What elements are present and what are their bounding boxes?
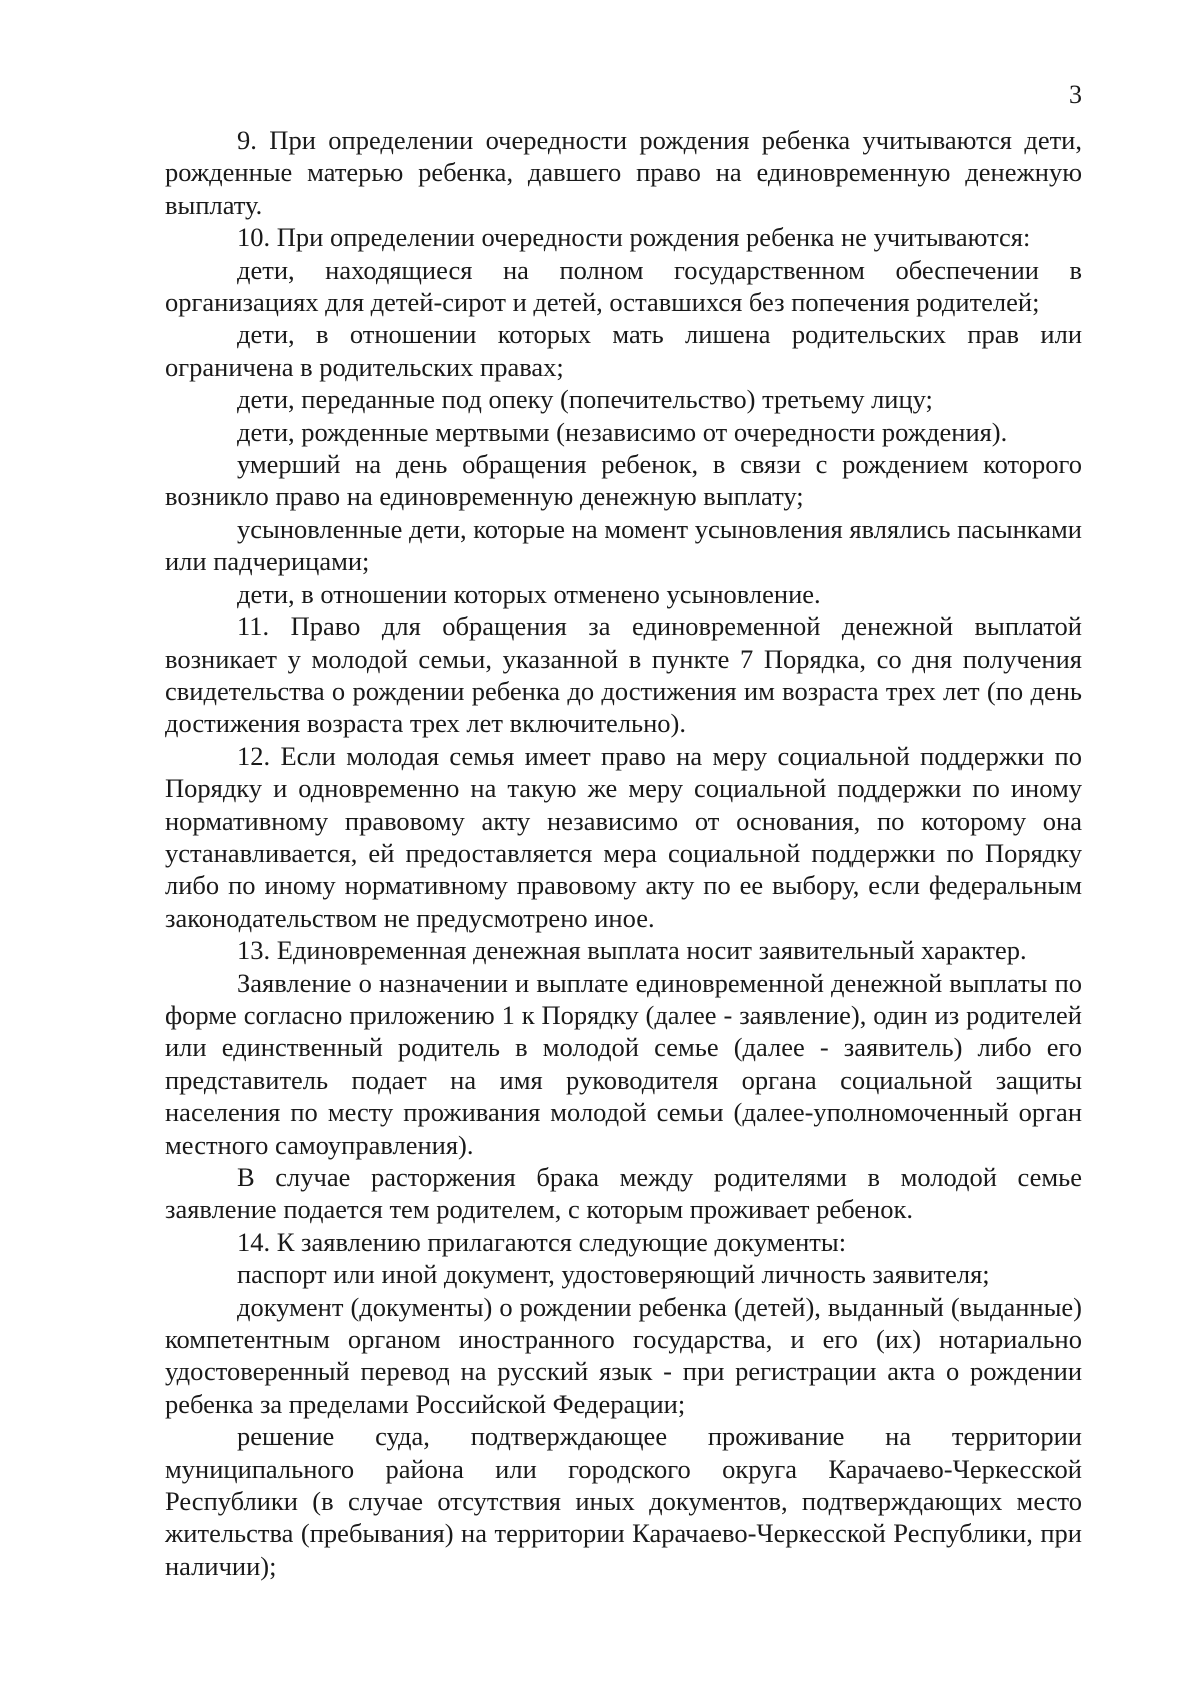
paragraph-10: 10. При определении очередности рождения ребенка не учитываются: [237,222,1031,253]
paragraph-13-application: Заявление о назначении и выплате единовременной денежной выплаты по форме согласно приложению 1 к Порядку (далее - заявление), один из родителей или единственный родитель в молодой семье (далее - заявитель) либо его представитель подает на имя руководителя органа социальной защиты населения по месту проживания молодой семьи (далее-уполномоченный орган местного самоуправления). [165,967,1082,1160]
paragraph-12: 12. Если молодая семья имеет право на меру социальной поддержки по Порядку и одновременно на такую же меру социальной поддержки по иному нормативному правовому акту независимо от основания, по которому она устанавливается, ей предоставляется мера социальной поддержки по Порядку либо по иному нормативному правовому акту по ее выбору, если федеральным законодательством не предусмотрено иное. [165,740,1082,933]
list-item: паспорт или иной документ, удостоверяющий личность заявителя; [237,1259,990,1290]
list-item: решение суда, подтверждающее проживание на территории муниципального района или городского округа Карачаево-Черкесской Республики (в случае отсутствия иных документов, подтверждающих место жительства (пребывания) на территории Карачаево-Черкесской Республики, при наличии); [165,1421,1082,1581]
paragraph-9: 9. При определении очередности рождения ребенка учитываются дети, рожденные матерью ребенка, давшего право на единовременную денежную выплату. [165,125,1082,220]
list-item: умерший на день обращения ребенок, в связи с рождением которого возникло право на единовременную денежную выплату; [165,449,1082,512]
paragraph-13: 13. Единовременная денежная выплата носит заявительный характер. [237,935,1027,966]
paragraph-14: 14. К заявлению прилагаются следующие документы: [237,1226,847,1257]
list-item: дети, в отношении которых мать лишена родительских прав или ограничена в родительских правах; [165,319,1082,382]
paragraph-11: 11. Право для обращения за единовременной денежной выплатой возникает у молодой семьи, указанной в пункте 7 Порядка, со дня получения свидетельства о рождении ребенка до достижения им возраста трех лет (по день достижения возраста трех лет включительно). [165,611,1082,739]
list-item: дети, находящиеся на полном государственном обеспечении в организациях для детей-сирот и детей, оставшихся без попечения родителей; [165,254,1082,318]
list-item: дети, в отношении которых отменено усыновление. [237,578,821,609]
page-number: 3 [1069,80,1082,109]
list-item: дети, переданные под опеку (попечительство) третьему лицу; [237,384,933,415]
list-item: усыновленные дети, которые на момент усыновления являлись пасынками или падчерицами; [165,513,1082,577]
list-item: дети, рожденные мертвыми (независимо от очередности рождения). [237,416,1008,447]
paragraph-13-divorce: В случае расторжения брака между родителями в молодой семье заявление подается тем родителем, с которым проживает ребенок. [165,1162,1082,1225]
document-body [165,124,1082,1582]
list-item: документ (документы) о рождении ребенка (детей), выданный (выданные) компетентным органом иностранного государства, и его (их) нотариально удостоверенный перевод на русский язык - при регистрации акта о рождении ребенка за пределами Российской Федерации; [165,1291,1082,1419]
